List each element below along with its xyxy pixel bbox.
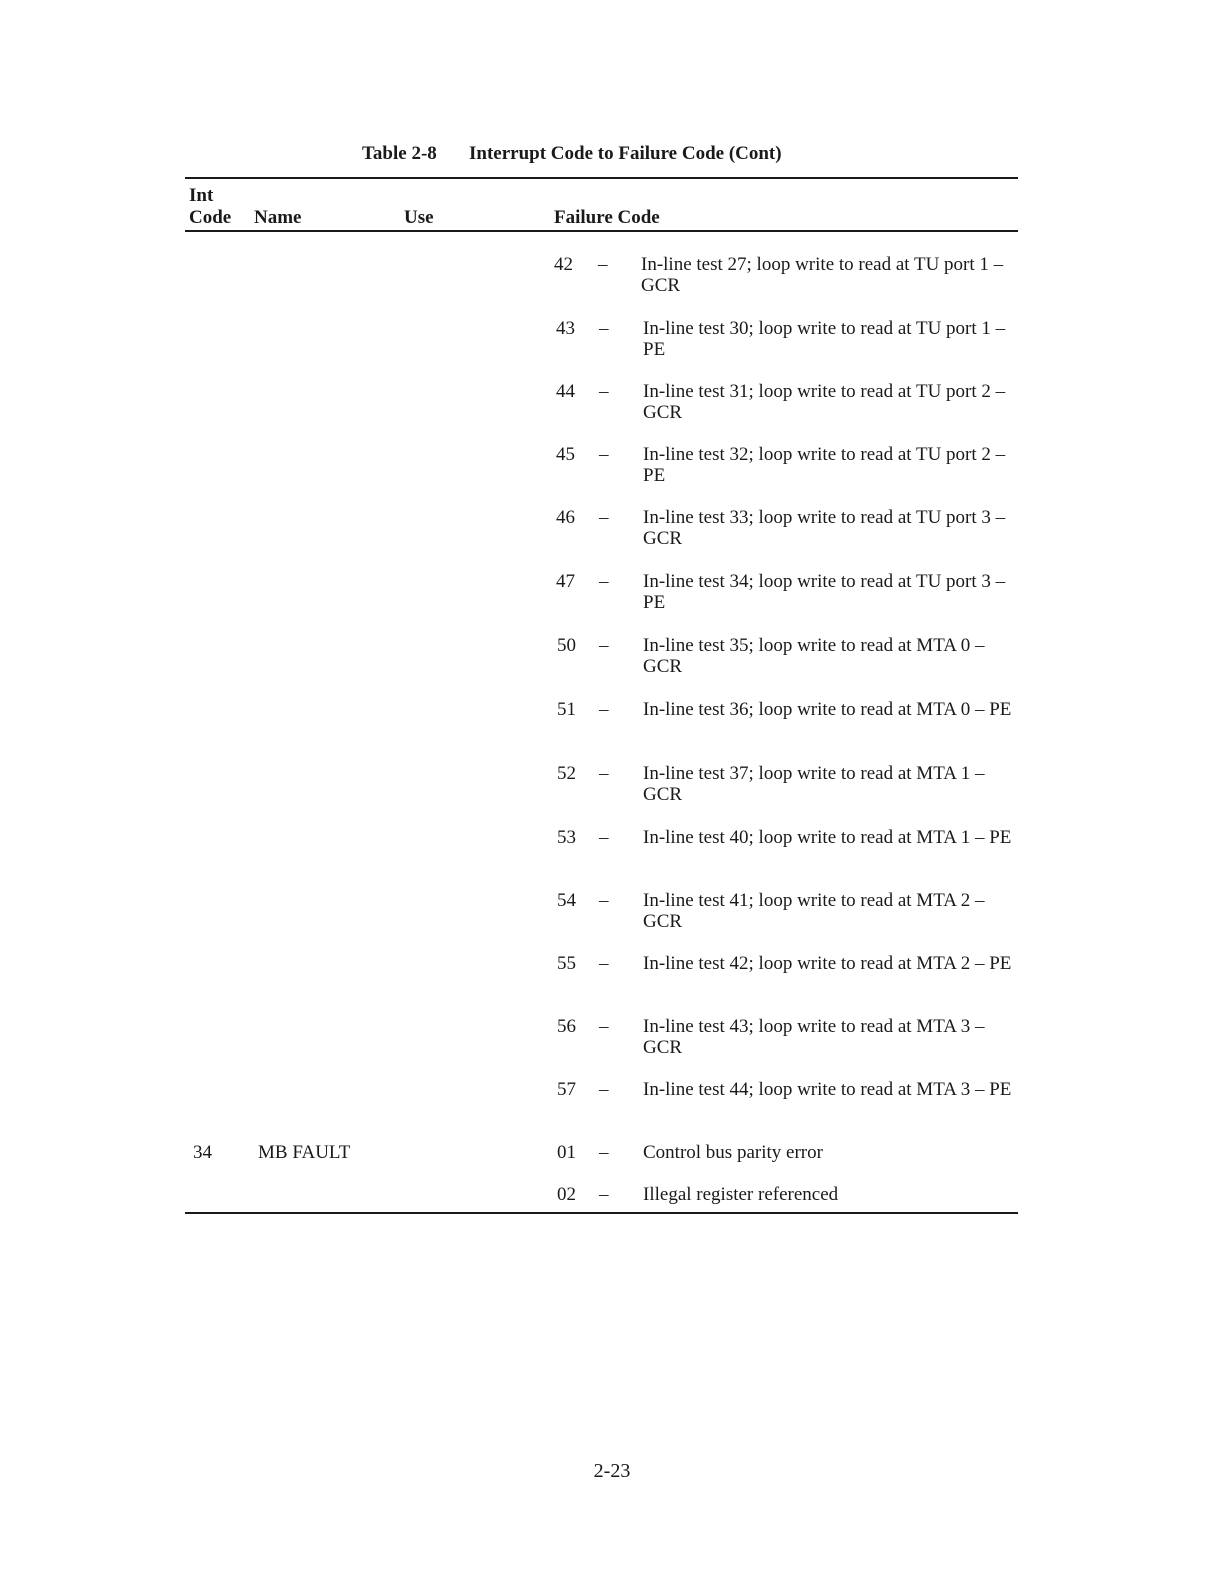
failure-code: 51 [557, 699, 576, 720]
failure-description: In-line test 31; loop write to read at TU port 2 – GCR [643, 381, 1006, 423]
table-caption-title: Interrupt Code to Failure Code (Cont) [469, 143, 782, 164]
dash: – [598, 254, 608, 275]
failure-description: In-line test 41; loop write to read at MTA 2 – GCR [643, 890, 985, 932]
int-code: 34 [193, 1142, 212, 1163]
failure-description: In-line test 43; loop write to read at MTA 3 – GCR [643, 1016, 985, 1058]
dash: – [599, 635, 609, 656]
failure-description: In-line test 34; loop write to read at TU port 3 – PE [643, 571, 1006, 613]
dash: – [599, 1079, 609, 1100]
page-number: 2-23 [593, 1460, 631, 1482]
table-header-rule [185, 230, 1018, 232]
dash: – [599, 827, 609, 848]
dash: – [599, 890, 609, 911]
failure-code: 01 [557, 1142, 576, 1163]
table-caption-label: Table 2-8 [362, 143, 437, 164]
table-caption [362, 143, 782, 165]
dash: – [599, 1184, 609, 1205]
failure-description: In-line test 27; loop write to read at TU port 1 – GCR [641, 254, 1004, 296]
failure-description: In-line test 32; loop write to read at TU port 2 – PE [643, 444, 1006, 486]
failure-code: 47 [556, 571, 575, 592]
dash: – [599, 699, 609, 720]
header-int-line1: Int [189, 185, 214, 206]
failure-description: In-line test 44; loop write to read at MTA 3 – PE [643, 1079, 1012, 1100]
failure-code: 44 [556, 381, 575, 402]
failure-code: 43 [556, 318, 575, 339]
failure-description: Control bus parity error [643, 1142, 823, 1163]
interrupt-name: MB FAULT [258, 1142, 351, 1163]
failure-description: Illegal register referenced [643, 1184, 839, 1205]
failure-description: In-line test 37; loop write to read at MTA 1 – GCR [643, 763, 985, 805]
failure-code: 52 [557, 763, 576, 784]
table-bottom-rule [185, 1212, 1018, 1214]
failure-code: 42 [554, 254, 573, 275]
dash: – [599, 571, 609, 592]
failure-code: 46 [556, 507, 575, 528]
dash: – [599, 953, 609, 974]
failure-code: 53 [557, 827, 576, 848]
dash: – [599, 763, 609, 784]
failure-description: In-line test 30; loop write to read at TU port 1 – PE [643, 318, 1006, 360]
failure-code: 50 [557, 635, 576, 656]
failure-code: 02 [557, 1184, 576, 1205]
dash: – [599, 381, 609, 402]
failure-code: 45 [556, 444, 575, 465]
failure-code: 56 [557, 1016, 576, 1037]
failure-description: In-line test 35; loop write to read at MTA 0 – GCR [643, 635, 985, 677]
failure-code: 54 [557, 890, 576, 911]
table-top-rule [185, 177, 1018, 179]
failure-code: 57 [557, 1079, 576, 1100]
header-name: Name [254, 207, 302, 228]
dash: – [599, 1016, 609, 1037]
dash: – [599, 444, 609, 465]
dash: – [599, 1142, 609, 1163]
header-int-code [189, 185, 231, 229]
header-failure-code: Failure Code [554, 207, 660, 228]
failure-description: In-line test 40; loop write to read at MTA 1 – PE [643, 827, 1012, 848]
failure-description: In-line test 42; loop write to read at MTA 2 – PE [643, 953, 1012, 974]
failure-description: In-line test 33; loop write to read at TU port 3 – GCR [643, 507, 1006, 549]
header-int-line2: Code [189, 207, 232, 228]
failure-code: 55 [557, 953, 576, 974]
failure-description: In-line test 36; loop write to read at MTA 0 – PE [643, 699, 1012, 720]
dash: – [599, 318, 609, 339]
dash: – [599, 507, 609, 528]
header-use: Use [404, 207, 434, 228]
